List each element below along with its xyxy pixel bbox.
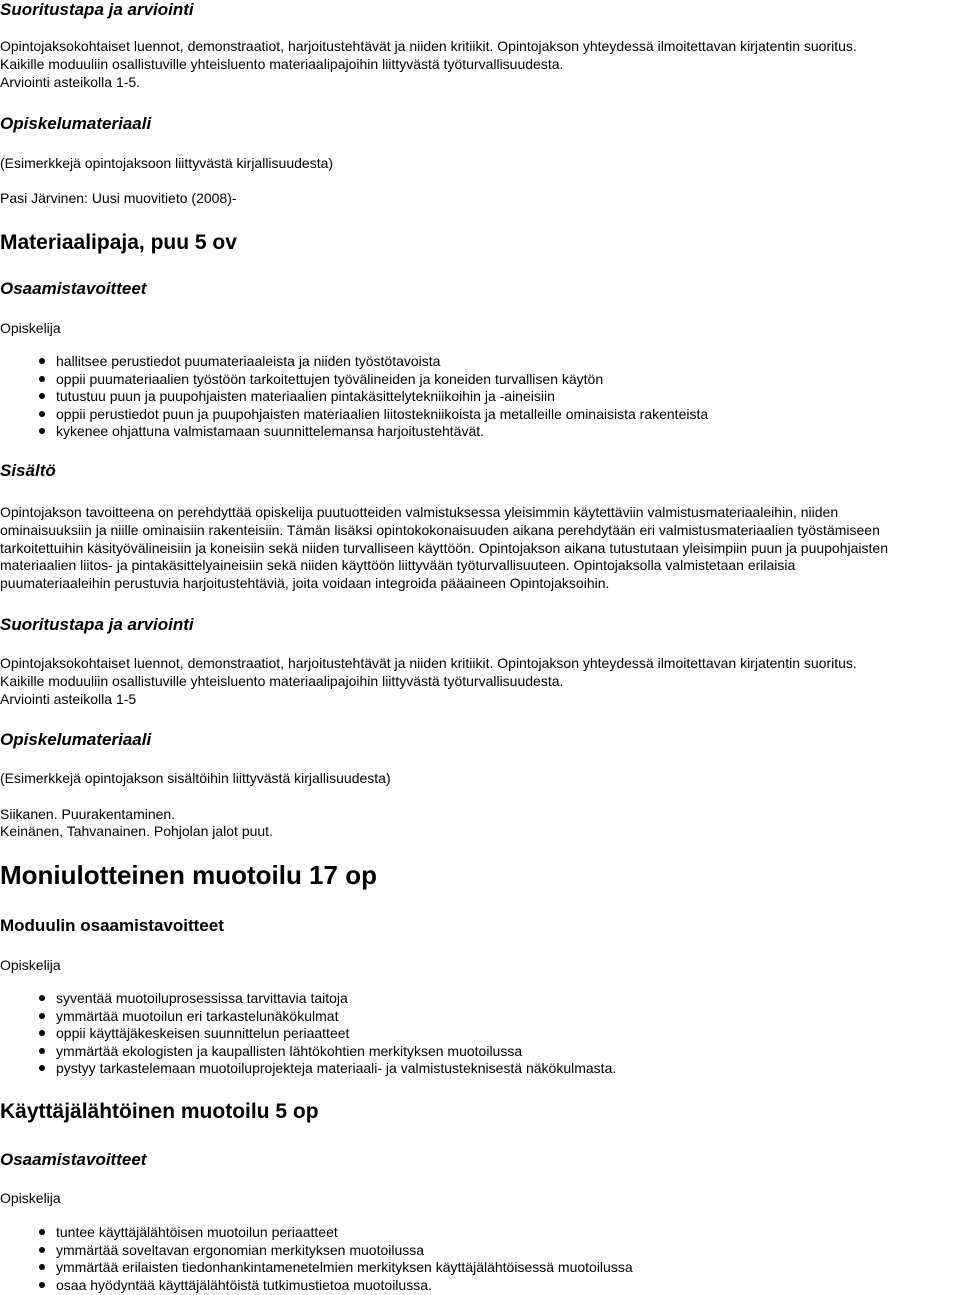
list-item: pystyy tarkastelemaan muotoiluprojekteja materiaali- ja valmistusteknisestä näkökulmasta. [56,1060,617,1076]
goals-heading: Osaamistavoitteet [0,279,147,298]
content-heading: Sisältö [0,461,56,480]
list-item: hallitsee perustiedot puumateriaaleista ja niiden työstötavoista [56,353,708,371]
section-heading-material: Opiskelumateriaali [0,114,152,133]
material-reference: Keinänen, Tahvanainen. Pohjolan jalot puut. [0,823,273,839]
method-line: Opintojaksokohtaiset luennot, demonstraatiot, harjoitustehtävät ja niiden kritiikit. Opintojakson yhteydessä ilmoitettavan kirjatentin suoritus. [0,38,857,54]
list-item: ymmärtää erilaisten tiedonhankintamenetelmien merkityksen käyttäjälähtöisessä muotoilussa [56,1259,633,1275]
list-item: ymmärtää muotoilun eri tarkastelunäkökulmat [56,1008,616,1026]
course-title: Käyttäjälähtöinen muotoilu 5 op [0,1100,319,1123]
goals-list [0,1224,633,1294]
material-reference: Siikanen. Puurakentaminen. [0,806,176,822]
list-item: syventää muotoiluprosessissa tarvittavia taitoja [56,990,616,1008]
list-item: tutustuu puun ja puupohjaisten materiaalien pintakäsittelytekniikoihin ja -aineisiin [56,388,708,406]
list-item: kykenee ohjattuna valmistamaan suunnittelemansa harjoitustehtävät. [56,423,708,441]
method-line: Arviointi asteikolla 1-5 [0,691,137,707]
goals-list [0,353,708,441]
material-note: (Esimerkkejä opintojaksoon liittyvästä kirjallisuudesta) [0,155,334,171]
module-title: Moniulotteinen muotoilu 17 op [0,860,377,890]
section-heading-material: Opiskelumateriaali [0,730,152,749]
material-note: (Esimerkkejä opintojakson sisältöihin liittyvästä kirjallisuudesta) [0,770,391,786]
goals-heading: Osaamistavoitteet [0,1150,147,1169]
content-line: puumateriaaleihin perustuvia harjoitustehtäviä, joita voidaan integroida pääaineen Opintojaksoihin. [0,575,610,591]
student-label: Opiskelija [0,1190,61,1206]
material-reference: Pasi Järvinen: Uusi muovitieto (2008)- [0,190,237,206]
list-item: osaa hyödyntää käyttäjälähtöistä tutkimustietoa muotoilussa. [56,1277,633,1295]
method-line: Kaikille moduuliin osallistuville yhteisluento materiaalipajoihin liittyvästä työturvallisuudesta. [0,56,564,72]
section-heading-method: Suoritustapa ja arviointi [0,0,194,19]
content-line: tarkoitettuihin käsityövälineisiin ja koneisiin sekä niiden turvalliseen käyttöön. Opintojakson aikana tutustutaan yleisimpiin puun ja puupohjaisten [0,540,888,556]
content-line: ominaisuuksiin ja niille ominaisiin rakenteisiin. Tämän lisäksi opintokokonaisuuden aikana perehdytään eri valmistusmateriaalien työstämiseen [0,522,880,538]
goals-list [0,990,616,1078]
goals-heading: Moduulin osaamistavoitteet [0,916,224,935]
method-line: Arviointi asteikolla 1-5. [0,74,141,90]
list-item: tuntee käyttäjälähtöisen muotoilun periaatteet [56,1224,633,1242]
list-item: oppii perustiedot puun ja puupohjaisten materiaalien liitostekniikoista ja metalleille ominaisista rakenteista [56,405,709,422]
content-line: Opintojakson tavoitteena on perehdyttää opiskelija puutuotteiden valmistuksessa yleisimmin käytettäviin valmistusmateriaaleihin, niiden [0,504,839,520]
list-item: oppii puumateriaalien työstöön tarkoitettujen työvälineiden ja koneiden turvallisen käytön [56,371,708,389]
content-line: materiaalien liitos- ja pintakäsittelyaineisiin sekä niiden käyttöön liittyvään työturvallisuuteen. Opintojaksolla valmistetaan erilaisia [0,557,796,573]
method-line: Kaikille moduuliin osallistuville yhteisluento materiaalipajoihin liittyvästä työturvallisuudesta. [0,673,564,689]
course-title: Materiaalipaja, puu 5 ov [0,231,237,254]
list-item: oppii käyttäjäkeskeisen suunnittelun periaatteet [56,1025,616,1043]
list-item: ymmärtää soveltavan ergonomian merkityksen muotoilussa [56,1242,633,1260]
method-line: Opintojaksokohtaiset luennot, demonstraatiot, harjoitustehtävät ja niiden kritiikit. Opintojakson yhteydessä ilmoitettavan kirjatentin suoritus. [0,655,857,671]
section-heading-method: Suoritustapa ja arviointi [0,615,194,634]
list-item: ymmärtää ekologisten ja kaupallisten lähtökohtien merkityksen muotoilussa [56,1043,616,1061]
student-label: Opiskelija [0,957,61,973]
student-label: Opiskelija [0,320,61,336]
